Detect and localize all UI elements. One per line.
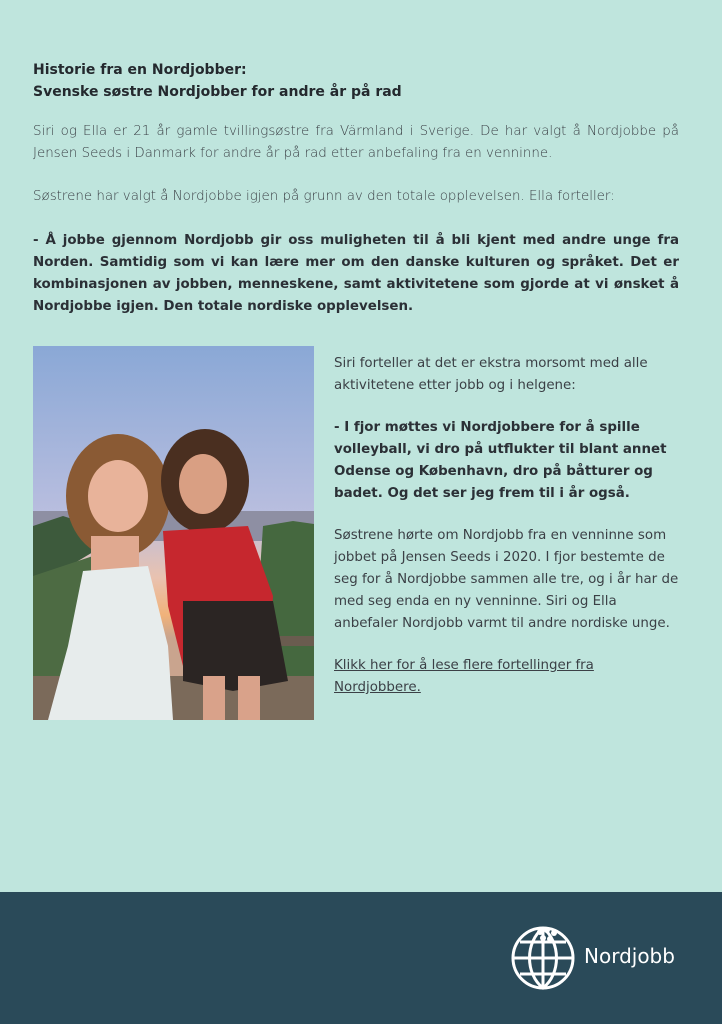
intro-paragraph: Siri og Ella er 21 år gamle tvillingsøstre fra Värmland i Sverige. De har valgt å Nordjobbe på Jensen Seeds i Danmark for andre år på rad etter anbefaling fra en venninne. (33, 124, 679, 161)
photo-illustration (33, 346, 314, 720)
reason-paragraph: Søstrene har valgt å Nordjobbe igjen på grunn av den totale opplevelsen. Ella forteller: (33, 189, 615, 204)
heading-line-2: Svenske søstre Nordjobber for andre år på rad (33, 84, 402, 100)
right-column (334, 353, 684, 719)
heading-line-1: Historie fra en Nordjobber: (33, 62, 247, 78)
story-paragraph: Søstrene hørte om Nordjobb fra en venninne som jobbet på Jensen Seeds i 2020. I fjor bestemte de seg for å Nordjobbe sammen alle tre, og i år har de med seg enda en ny venninne. Siri og Ella anbefaler Nordjobb varmt til andre nordiske unge. (334, 528, 679, 631)
siri-intro: Siri forteller at det er ekstra morsomt med alle aktivitetene etter jobb og i helgene: (334, 356, 648, 393)
sisters-photo (33, 346, 314, 720)
article-heading (33, 59, 683, 103)
more-stories-link[interactable]: Klikk her for å lese flere fortellinger fra Nordjobbere. (334, 658, 594, 695)
siri-quote: - I fjor møttes vi Nordjobbere for å spille volleyball, vi dro på utflukter til blant annet Odense og København, dro på båtturer og badet. Og det ser jeg frem til i år også. (334, 420, 667, 501)
globe-icon (510, 924, 576, 990)
logo-text: Nordjobb (584, 944, 675, 968)
quote-paragraph: - Å jobbe gjennom Nordjobb gir oss muligheten til å bli kjent med andre unge fra Norden. Samtidig som vi kan lære mer om den danske kulturen og språket. Det er kombinasjonen av jobben, menneskene, samt aktivitetene som gjorde at vi ønsket å Nordjobbe igjen. Den totale nordiske opplevelsen. (33, 233, 679, 314)
